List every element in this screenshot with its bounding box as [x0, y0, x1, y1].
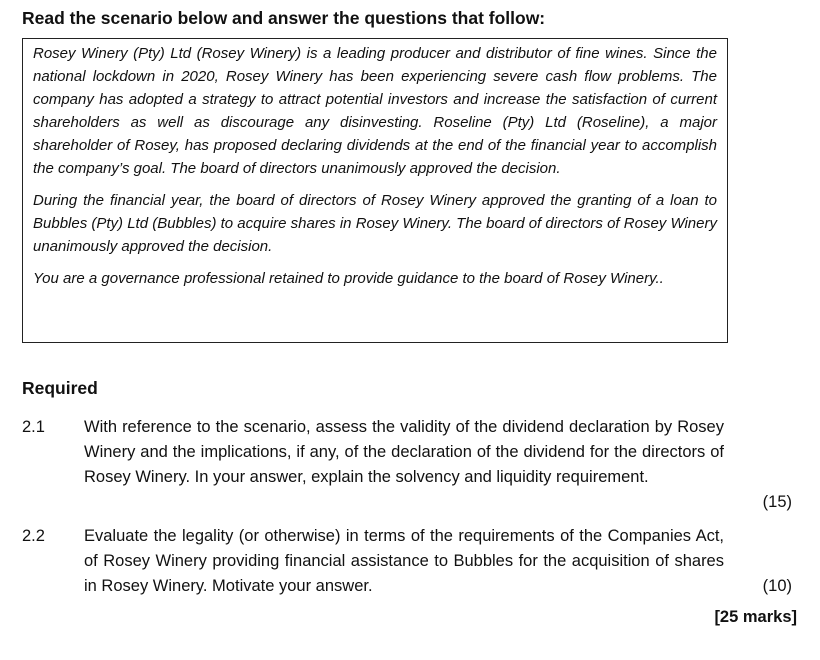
- question-number: 2.1: [22, 418, 45, 436]
- question-marks: (15): [762, 493, 792, 511]
- total-marks: [25 marks]: [714, 608, 797, 626]
- question-2-2: [22, 524, 792, 599]
- scenario-paragraph-2: During the financial year, the board of directors of Rosey Winery approved the granting of a loan to Bubbles (Pty) Ltd (Bubbles) to acquire shares in Rosey Winery. The board of directors of Rosey Winery unanimously approved the decision.: [33, 192, 717, 255]
- question-2-1: [22, 415, 792, 515]
- instruction-heading: Read the scenario below and answer the questions that follow:: [22, 8, 546, 28]
- question-number: 2.2: [22, 527, 45, 545]
- question-marks: (10): [762, 577, 792, 595]
- scenario-paragraph-1: Rosey Winery (Pty) Ltd (Rosey Winery) is a leading producer and distributor of fine wines. Since the national lockdown in 2020, Rosey Winery has been experiencing severe cash flow problems. The company has adopted a strategy to attract potential investors and increase the satisfaction of current shareholders as well as discourage any disinvesting. Roseline (Pty) Ltd (Roseline), a major shareholder of Rosey, has proposed declaring dividends at the end of the financial year to accomplish the company’s goal. The board of directors unanimously approved the decision.: [33, 45, 717, 177]
- question-text: With reference to the scenario, assess the validity of the dividend declaration by Rosey Winery and the implications, if any, of the declaration of the dividend for the directors of Rosey Winery. In your answer, explain the solvency and liquidity requirement.: [84, 418, 724, 486]
- scenario-box: [22, 38, 728, 343]
- question-text: Evaluate the legality (or otherwise) in terms of the requirements of the Companies Act, of Rosey Winery providing financial assistance to Bubbles for the acquisition of shares in Rosey Winery. Motivate your answer.: [84, 527, 724, 595]
- required-heading: Required: [22, 378, 98, 398]
- scenario-paragraph-3: You are a governance professional retained to provide guidance to the board of Rosey Winery..: [33, 270, 664, 287]
